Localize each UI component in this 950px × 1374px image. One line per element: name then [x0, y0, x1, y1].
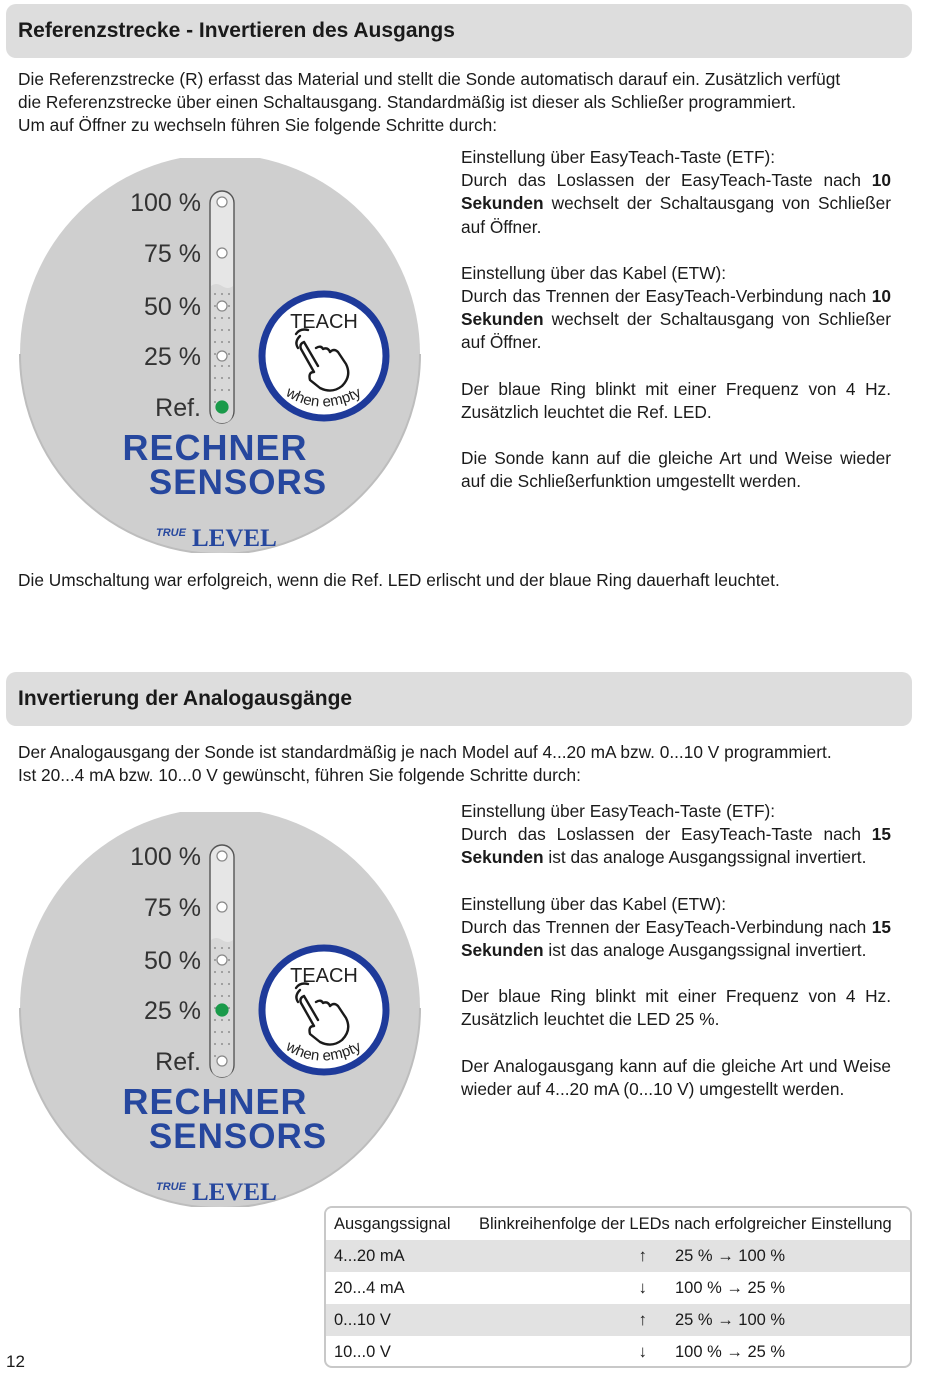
level-label-25: 25 % — [144, 997, 201, 1025]
blink-note: Der blaue Ring blinkt mit einer Frequenz von 4 Hz. Zusätzlich leuchtet die Ref. LED. — [461, 378, 891, 422]
table-header-row — [326, 1208, 910, 1240]
etw-text: Durch das Trennen der EasyTeach-Verbindung nach — [461, 286, 867, 307]
table-row — [326, 1304, 910, 1336]
arrow-up-icon: ↑ — [638, 1310, 647, 1329]
section-header-analogausgaenge — [6, 672, 912, 726]
table-header-sequence: Blinkreihenfolge der LEDs nach erfolgreicher Einstellung — [479, 1214, 892, 1233]
led-sequence-table — [324, 1206, 912, 1368]
true-label: TRUE — [156, 1181, 186, 1193]
etf-instruction — [461, 146, 891, 239]
revert-note: Die Sonde kann auf die gleiche Art und Weise wieder auf die Schließerfunktion umgestellt werden. — [461, 448, 891, 492]
signal-cell: 20...4 mA — [334, 1278, 405, 1297]
intro-line: die Referenzstrecke über einen Schaltausgang. Standardmäßig ist dieser als Schließer programmiert. — [18, 92, 797, 113]
instructions-column — [461, 146, 891, 516]
etf-text: Durch das Loslassen der EasyTeach-Taste nach — [461, 170, 861, 191]
revert-note: Der Analogausgang kann auf die gleiche Art und Weise wieder auf 4...20 mA (0...10 V) umgestellt werden. — [461, 1055, 891, 1099]
sequence-cell: 100 % → 25 % — [675, 1278, 786, 1297]
etw-heading: Einstellung über das Kabel (ETW): — [461, 893, 727, 914]
level-label-100: 100 % — [130, 189, 201, 217]
etf-heading: Einstellung über EasyTeach-Taste (ETF): — [461, 147, 776, 167]
etw-duration: 15 Sekunden — [461, 916, 891, 961]
true-label: TRUE — [156, 527, 186, 539]
level-label-ref: Ref. — [155, 394, 201, 422]
etf-heading: Einstellung über EasyTeach-Taste (ETF): — [461, 801, 776, 821]
blink-note: Der blaue Ring blinkt mit einer Frequenz von 4 Hz. Zusätzlich leuchtet die LED 25 %. — [461, 986, 891, 1030]
level-label-50: 50 % — [144, 947, 201, 975]
sensor-illustration — [18, 812, 428, 1207]
table-row — [326, 1272, 910, 1304]
sequence-cell: 100 % → 25 % — [675, 1342, 786, 1361]
intro-line: Die Referenzstrecke (R) erfasst das Material und stellt die Sonde automatisch darauf ein. Zusätzlich verfügt — [18, 69, 841, 89]
level-label-25: 25 % — [144, 343, 201, 371]
etw-text: Durch das Trennen der EasyTeach-Verbindung nach — [461, 916, 867, 937]
level-logo: LEVEL — [192, 1179, 277, 1206]
etw-instruction — [461, 262, 891, 355]
led-indicator — [217, 902, 227, 912]
led-indicator — [217, 197, 227, 207]
etf-text-end: wechselt der Schaltausgang von Schließer auf Öffner. — [461, 193, 891, 237]
arrow-down-icon: ↓ — [638, 1342, 647, 1361]
signal-cell: 0...10 V — [334, 1310, 391, 1329]
arrow-up-icon: ↑ — [638, 1246, 647, 1265]
table-row — [326, 1240, 910, 1272]
level-logo: LEVEL — [192, 525, 277, 552]
etw-instruction — [461, 893, 891, 963]
table-header-signal: Ausgangssignal — [334, 1214, 451, 1233]
led-indicator — [217, 301, 227, 311]
teach-label: TEACH — [290, 311, 358, 333]
led-indicator — [217, 1056, 227, 1066]
led-lit-indicator — [216, 401, 228, 413]
etw-heading: Einstellung über das Kabel (ETW): — [461, 262, 727, 283]
sequence-cell: 25 % → 100 % — [675, 1246, 786, 1265]
level-label-75: 75 % — [144, 240, 201, 268]
sensor-illustration — [18, 158, 428, 553]
brand-logo-rechner: RECHNER — [122, 427, 308, 468]
when-empty-label: when empty — [283, 1037, 364, 1065]
level-label-50: 50 % — [144, 293, 201, 321]
etw-text-end: wechselt der Schaltausgang von Schließer auf Öffner. — [461, 309, 891, 353]
brand-logo-sensors: SENSORS — [148, 1117, 328, 1156]
led-indicator — [217, 955, 227, 965]
table-row — [326, 1336, 910, 1368]
level-label-100: 100 % — [130, 843, 201, 871]
etf-text: Durch das Loslassen der EasyTeach-Taste nach — [461, 824, 861, 845]
signal-cell: 10...0 V — [334, 1342, 391, 1361]
etf-instruction — [461, 800, 891, 870]
led-lit-indicator — [216, 1004, 228, 1016]
section-title: Invertierung der Analogausgänge — [18, 687, 353, 710]
intro-line: Der Analogausgang der Sonde ist standardmäßig je nach Model auf 4...20 mA bzw. 0...10 V programmiert. — [18, 742, 832, 762]
etf-text-end: ist das analoge Ausgangssignal invertiert. — [548, 847, 867, 868]
when-empty-label: when empty — [283, 383, 364, 411]
section-title: Referenzstrecke - Invertieren des Ausgangs — [18, 19, 455, 42]
level-label-ref: Ref. — [155, 1048, 201, 1076]
teach-label: TEACH — [290, 965, 358, 987]
led-indicator — [217, 851, 227, 861]
intro-line: Ist 20...4 mA bzw. 10...0 V gewünscht, führen Sie folgende Schritte durch: — [18, 765, 581, 786]
page-number: 12 — [6, 1352, 25, 1371]
instructions-column — [461, 800, 891, 1124]
brand-logo-rechner: RECHNER — [122, 1081, 308, 1122]
led-indicator — [217, 248, 227, 258]
level-label-75: 75 % — [144, 894, 201, 922]
brand-logo-sensors: SENSORS — [148, 463, 328, 502]
sequence-cell: 25 % → 100 % — [675, 1310, 786, 1329]
etf-duration: 15 Sekunden — [461, 824, 891, 868]
arrow-down-icon: ↓ — [638, 1278, 647, 1297]
intro-line: Um auf Öffner zu wechseln führen Sie folgende Schritte durch: — [18, 115, 498, 136]
etw-duration: 10 Sekunden — [461, 286, 891, 330]
success-note — [18, 569, 918, 592]
led-indicator — [217, 351, 227, 361]
etf-duration: 10 Sekunden — [461, 170, 891, 214]
signal-cell: 4...20 mA — [334, 1246, 405, 1265]
section-header-referenzstrecke — [6, 4, 912, 58]
intro-text — [18, 68, 898, 138]
success-text: Die Umschaltung war erfolgreich, wenn die Ref. LED erlischt und der blaue Ring dauerhaft leuchtet. — [18, 570, 780, 590]
etw-text-end: ist das analoge Ausgangssignal invertiert. — [548, 940, 867, 961]
intro-text — [18, 741, 908, 787]
